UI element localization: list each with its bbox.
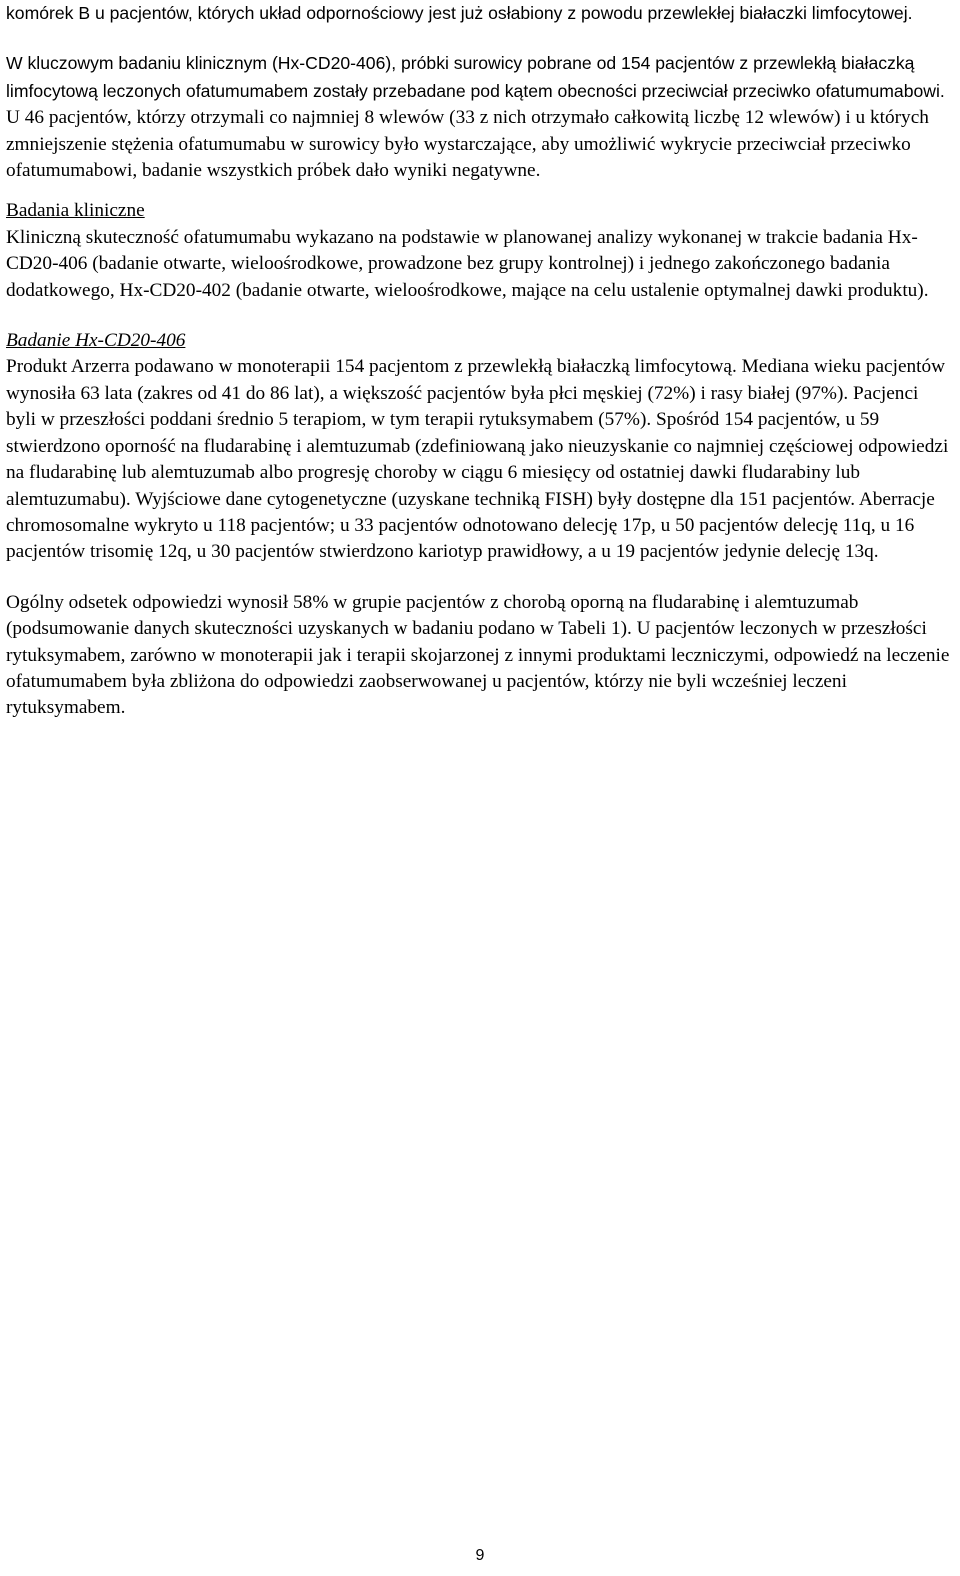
paragraph-spacer: [6, 566, 952, 590]
paragraph-antibody-testing: [6, 50, 952, 184]
paragraph-study-population: Produkt Arzerra podawano w monoterapii 154 pacjentom z przewlekłą białaczką limfocytową. Mediana wieku pacjentów wynosiła 63 lata (zakres od 41 do 86 lat), a większość pacjentów była płci męskiej (72%) i rasy białej (97%). Pacjenci byli w przeszłości poddani średnio 5 terapiom, w tym terapii rytuksymabem (57%). Spośród 154 pacjentów, u 59 stwierdzono oporność na fludarabinę i alemtuzumab (zdefiniowaną jako nieuzyskanie co najmniej częściowej odpowiedzi na fludarabinę lub alemtuzumab albo progresję choroby w ciągu 6 miesięcy od ostatniej dawki fludarabiny lub alemtuzumabu). Wyjściowe dane cytogenetyczne (uzyskane techniką FISH) były dostępne dla 151 pacjentów. Aberracje chromosomalne wykryto u 118 pacjentów; u 33 pacjentów odnotowano delecję 17p, u 50 pacjentów delecję 11q, u 16 pacjentów trisomię 12q, u 30 pacjentów stwierdzono kariotyp prawidłowy, a u 19 pacjentów jedynie delecję 13q.: [6, 356, 949, 563]
document-page: [6, 0, 952, 722]
page-number: 9: [475, 1547, 485, 1564]
paragraph-bcell-intro: komórek B u pacjentów, których układ odpornościowy jest już osłabiony z powodu przewlekłej białaczki limfocytowej.: [6, 3, 913, 23]
heading-clinical-studies: Badania kliniczne: [6, 200, 145, 222]
antibody-testing-part1: W kluczowym badaniu klinicznym (Hx-CD20-406), próbki surowicy pobrane od 154 pacjentów z przewlekłą białaczką limfocytową leczonych ofatumumabem zostały przebadane pod kątem obecności przeciwciał przeciwko ofatumumabowi.: [6, 53, 945, 101]
heading-study-406: Badanie Hx-CD20-406: [6, 330, 186, 352]
paragraph-spacer: [6, 26, 952, 50]
paragraph-response-rate: Ogólny odsetek odpowiedzi wynosił 58% w grupie pacjentów z chorobą oporną na fludarabinę i alemtuzumab (podsumowanie danych skuteczności uzyskanych w badaniu podano w Tabeli 1). U pacjentów leczonych w przeszłości rytuksymabem, zarówno w monoterapii jak i terapii skojarzonej z innymi produktami leczniczymi, odpowiedź na leczenie ofatumumabem była zbliżona do odpowiedzi zaobserwowanej u pacjentów, którzy nie byli wcześniej leczeni rytuksymabem.: [6, 591, 950, 719]
paragraph-spacer: [6, 304, 952, 328]
antibody-testing-part2: U 46 pacjentów, którzy otrzymali co najmniej 8 wlewów (33 z nich otrzymało całkowitą liczbę 12 wlewów) i u których zmniejszenie stężenia ofatumumabu w surowicy było wystarczające, aby umożliwić wykrycie przeciwciał przeciwko ofatumumabowi, badanie wszystkich próbek dało wyniki negatywne.: [6, 107, 929, 182]
paragraph-spacer: [6, 184, 952, 198]
paragraph-clinical-efficacy: Kliniczną skuteczność ofatumumabu wykazano na podstawie w planowanej analizy wykonanej w trakcie badania Hx-CD20-406 (badanie otwarte, wieloośrodkowe, prowadzone bez grupy kontrolnej) i jednego zakończonego badania dodatkowego, Hx-CD20-402 (badanie otwarte, wieloośrodkowe, mające na celu ustalenie optymalnej dawki produktu).: [6, 226, 929, 301]
